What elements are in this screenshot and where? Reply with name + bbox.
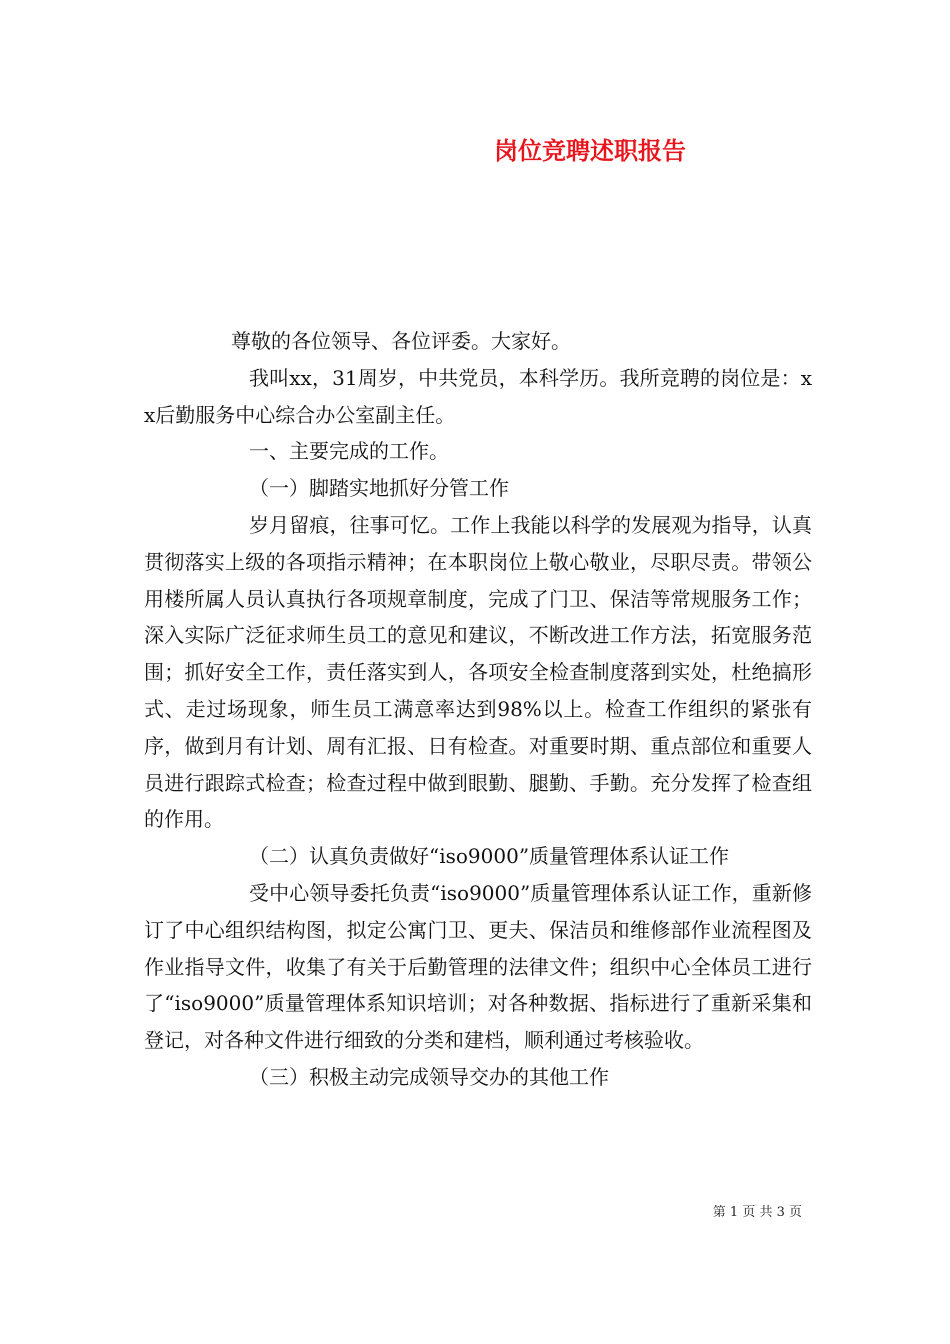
self-introduction-paragraph: 我叫xx，31周岁，中共党员，本科学历。我所竞聘的岗位是：xx后勤服务中心综合办公室副主任。: [144, 365, 812, 427]
document-title: 岗位竞聘述职报告: [494, 137, 686, 165]
body-paragraph-2: 受中心领导委托负责“iso9000”质量管理体系认证工作，重新修订了中心组织结构图，拟定公寓门卫、更夫、保洁员和维修部作业流程图及作业指导文件，收集了有关于后勤管理的法律文件；组织中心全体员工进行了“iso9000”质量管理体系知识培训；对各种数据、指标进行了重新采集和登记，对各种文件进行细致的分类和建档，顺利通过考核验收。: [144, 880, 812, 1053]
section-heading-main-work: 一、主要完成的工作。: [249, 439, 449, 464]
subsection-heading-1: （一）脚踏实地抓好分管工作: [249, 476, 509, 501]
subsection-heading-2: （二）认真负责做好“iso9000”质量管理体系认证工作: [249, 844, 730, 869]
document-body: [144, 323, 812, 1096]
greeting-paragraph: 尊敬的各位领导、各位评委。大家好。: [231, 329, 571, 353]
page-number-footer: 第 1 页 共 3 页: [712, 1205, 802, 1220]
subsection-heading-3: （三）积极主动完成领导交办的其他工作: [249, 1064, 609, 1089]
body-paragraph-1: 岁月留痕，往事可忆。工作上我能以科学的发展观为指导，认真贯彻落实上级的各项指示精神；在本职岗位上敬心敬业，尽职尽责。带领公用楼所属人员认真执行各项规章制度，完成了门卫、保洁等常规服务工作；深入实际广泛征求师生员工的意见和建议，不断改进工作方法，拓宽服务范围；抓好安全工作，责任落实到人，各项安全检查制度落到实处，杜绝搞形式、走过场现象，师生员工满意率达到98%以上。检查工作组织的紧张有序，做到月有计划、周有汇报、日有检查。对重要时期、重点部位和重要人员进行跟踪式检查；检查过程中做到眼勤、腿勤、手勤。充分发挥了检查组的作用。: [144, 512, 812, 832]
